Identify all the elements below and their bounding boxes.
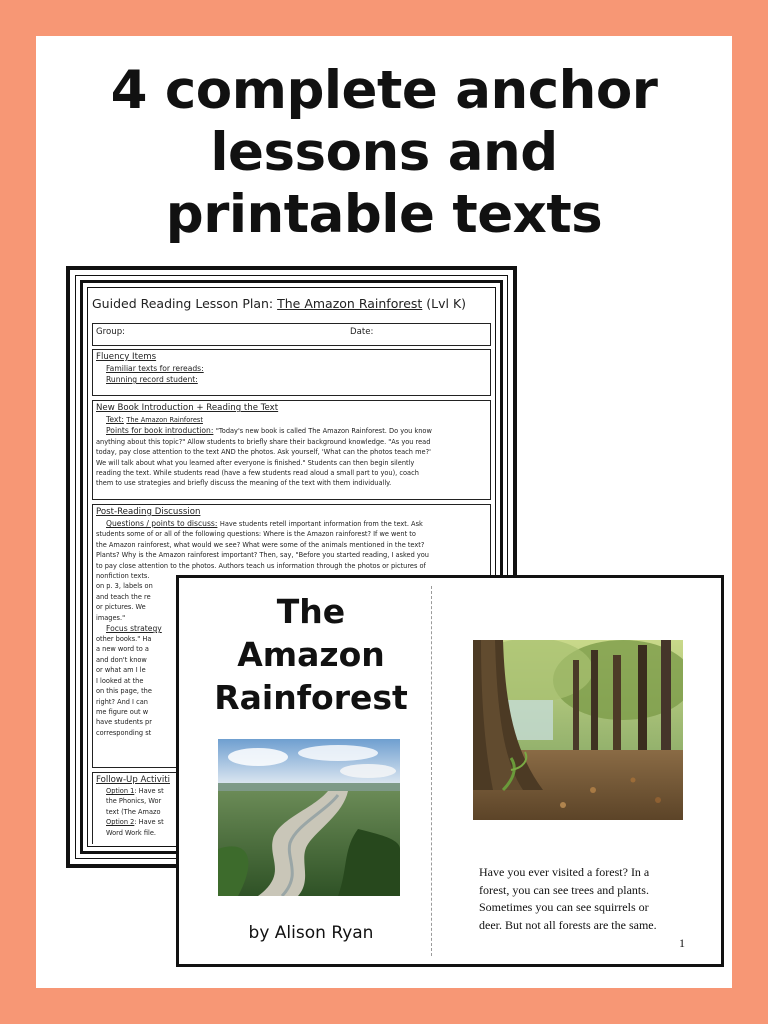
page-number: 1 xyxy=(679,936,685,950)
focus-strategy-label: Focus strategy xyxy=(106,624,162,634)
headline xyxy=(40,60,728,246)
group-date-box xyxy=(92,323,491,346)
story-text: Have you ever visited a forest? In a forest, you can see trees and plants. Sometimes you can see squirrels or deer. But not all forests are the same. xyxy=(479,865,657,932)
post-reading-heading: Post-Reading Discussion xyxy=(96,507,201,517)
headline-line-3: printable texts xyxy=(165,184,603,245)
group-label: Group: xyxy=(96,327,126,337)
option-1-label: Option 1 xyxy=(106,787,135,795)
text-value: The Amazon Rainforest xyxy=(126,416,203,424)
fluency-box xyxy=(92,349,491,396)
headline-line-1: 4 complete anchor xyxy=(110,60,658,121)
intro-box: New Book Introduction + Reading the Text Text: The Amazon Rainforest Points for book introduction: "Today's new book is called The Amazon Rainforest. Do you know anything about this topic?" Allow students to briefly share their background knowledge. "As you read today, pay close attention to the text AND the photos. Ask yourself, 'What can the photos teach me?' We will talk about what you learned after everyone is finished." Students can then begin silently reading the text. While students read (have a few students read aloud a small part to you), coach them to use strategies and briefly discuss the meaning of the text with them individually. xyxy=(92,400,491,500)
followup-box: Follow-Up Activiti Option 1: Have st the Phonics, Wor text (The Amazo Option 2: Have st Word Work file. xyxy=(92,772,491,844)
amazon-river-photo xyxy=(218,739,400,896)
lesson-plan-title: Guided Reading Lesson Plan: The Amazon Rainforest (Lvl K) xyxy=(92,296,467,311)
date-label: Date: xyxy=(350,327,374,337)
headline-line-2: lessons and xyxy=(210,122,558,183)
running-record: Running record student: xyxy=(106,375,198,384)
fluency-heading: Fluency Items xyxy=(96,352,157,362)
questions-label: Questions / points to discuss: xyxy=(106,519,218,528)
points-label: Points for book introduction: xyxy=(106,426,214,436)
booklet-spread xyxy=(176,575,724,967)
forest-photo xyxy=(473,640,683,820)
book-author: by Alison Ryan xyxy=(248,923,374,943)
text-label: Text: xyxy=(106,415,124,424)
intro-heading: New Book Introduction + Reading the Text xyxy=(96,403,279,413)
familiar-texts: Familiar texts for rereads: xyxy=(106,364,204,373)
book-title: The Amazon Rainforest xyxy=(214,592,408,717)
option-2-label: Option 2 xyxy=(106,818,135,827)
followup-heading: Follow-Up Activiti xyxy=(96,775,170,785)
post-reading-box: Post-Reading Discussion Questions / points to discuss: Have students retell important information from the text. Ask students some of or all of the following questions: Where is the Amazon rainforest? If we went to the Amazon rainforest, what would we see? What were some of the animals mentioned in the text? Plants? Why is the Amazon rainforest important? Then, say, "Before you started reading, I asked you to pay close attention to the photos. Authors teach us information through the photos or pictures of nonfiction texts. on p. 3, labels on and teach the re or pictures. We images." Focus strategy other books." Ha a new word to a and don't know or what am I le I looked at the on this page, the right? And I can me figure out w have students pr corresponding st xyxy=(92,504,491,768)
